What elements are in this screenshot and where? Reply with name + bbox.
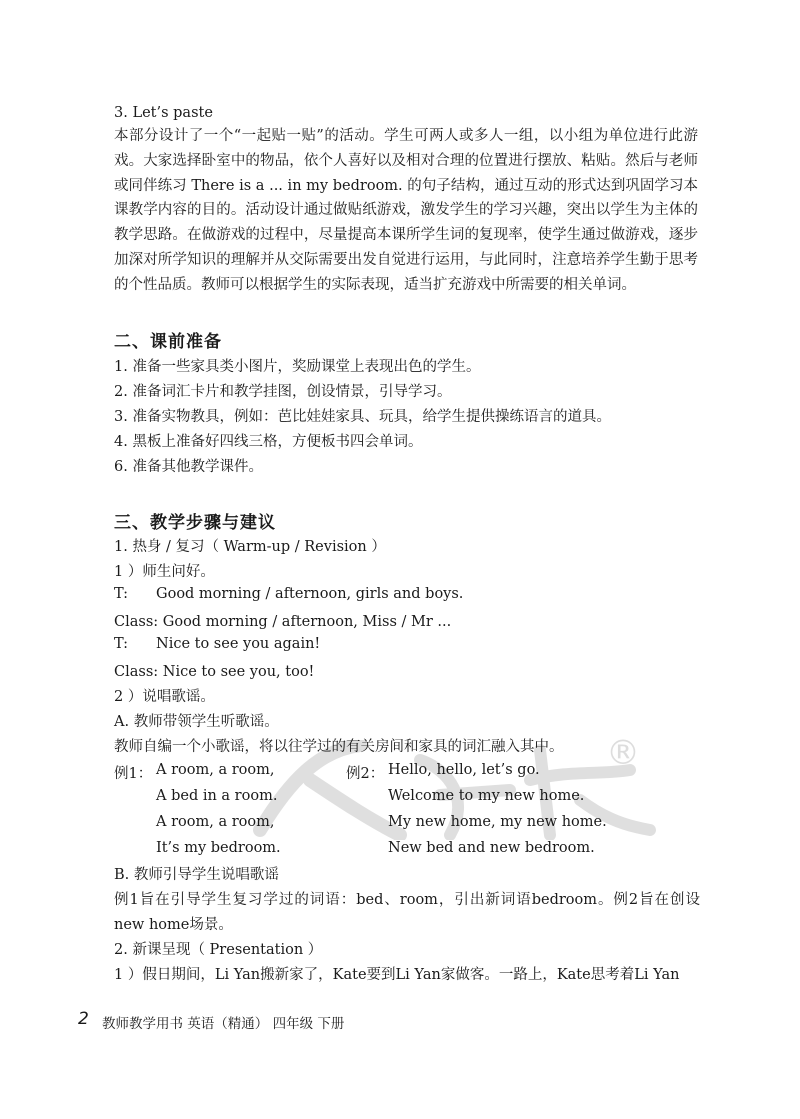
step1-sub2-a: A. 教师带领学生听歌谣。 [114,714,279,730]
step1-sub2-b: B. 教师引导学生说唱歌谣 [114,867,279,883]
chant-example-1-line: A room, a room, [156,762,275,778]
chant-example-2-line: Hello, hello, let’s go. [388,762,540,778]
step1-sub2: 2 ）说唱歌谣。 [114,689,215,705]
chant-example-2-line: New bed and new bedroom. [388,840,595,856]
page-number: 2 [78,1009,89,1029]
step2-sub1: 1 ）假日期间，Li Yan搬新家了，Kate要到Li Yan家做客。一路上，Kate思考着Li Yan [114,967,680,983]
dialogue-speaker: Class: [114,664,159,680]
prep-item-5: 6. 准备其他教学课件。 [114,459,263,475]
chant-example-1-line: A room, a room, [156,814,275,830]
dialogue-line: Nice to see you again! [156,636,321,652]
section-heading-steps: 三、教学步骤与建议 [114,513,276,533]
dialogue-speaker: T: [114,586,129,602]
section-heading-lets-paste: 3. Let’s paste [114,105,213,121]
dialogue-speaker: Class: [114,614,159,630]
chant-example-1-line: A bed in a room. [156,788,278,804]
step1-sub1: 1 ）师生问好。 [114,564,215,580]
dialogue-line: Nice to see you, too! [162,664,315,680]
prep-item-3: 3. 准备实物教具，例如：芭比娃娃家具、玩具，给学生提供操练语言的道具。 [114,409,611,425]
registered-mark: ® [606,733,640,773]
dialogue-line-class-1 [114,610,451,634]
step1-sub2-a-desc: 教师自编一个小歌谣，将以往学过的有关房间和家具的词汇融入其中。 [114,739,564,755]
prep-item-4: 4. 黑板上准备好四线三格，方便板书四会单词。 [114,434,423,450]
dialogue-speaker: T: [114,636,129,652]
footer-book-title: 教师教学用书 英语（精通） 四年级 下册 [102,1016,345,1032]
dialogue-line-class-2 [114,660,314,684]
chant-example-2-line: My new home, my new home. [388,814,607,830]
section-heading-prep: 二、课前准备 [114,332,222,352]
prep-item-1: 1. 准备一些家具类小图片，奖励课堂上表现出色的学生。 [114,359,481,375]
step1-title: 1. 热身 / 复习（ Warm-up / Revision ） [114,539,386,555]
dialogue-line: Good morning / afternoon, Miss / Mr ... [162,614,452,630]
step2-title: 2. 新课呈现（ Presentation ） [114,942,323,958]
chant-example-2-line: Welcome to my new home. [388,788,585,804]
lets-paste-paragraph: 本部分设计了一个“一起贴一贴”的活动。学生可两人或多人一组，以小组为单位进行此游戏。大家选择卧室中的物品，依个人喜好以及相对合理的位置进行摆放、粘贴。然后与老师或同伴练习 There is a ... in my bedroom. 的句子结构，通过互动的形式达到巩固学习本课教学内容的目的。活动设计通过做贴纸游戏，激发学生的学习兴趣，突出以学生为主体的教学思路。在做游戏的过程中，尽量提高本课所学生词的复现率，使学生通过做游戏，逐步加深对所学知识的理解并从交际需要出发自觉进行运用，与此同时，注意培养学生勤于思考的个性品质。教师可以根据学生的实际表现，适当扩充游戏中所需要的相关单词。 [114,128,698,293]
prep-item-2: 2. 准备词汇卡片和教学挂图，创设情景，引导学习。 [114,384,452,400]
step1-sub2-b-desc: 例1旨在引导学生复习学过的词语：bed、room，引出新词语bedroom。例2旨在创设 new home场景。 [114,892,700,933]
dialogue-line: Good morning / afternoon, girls and boys. [156,586,464,602]
chant-example-2-label: 例2： [346,766,385,782]
chant-example-1-line: It’s my bedroom. [156,840,281,856]
chant-example-1-label: 例1： [114,766,153,782]
